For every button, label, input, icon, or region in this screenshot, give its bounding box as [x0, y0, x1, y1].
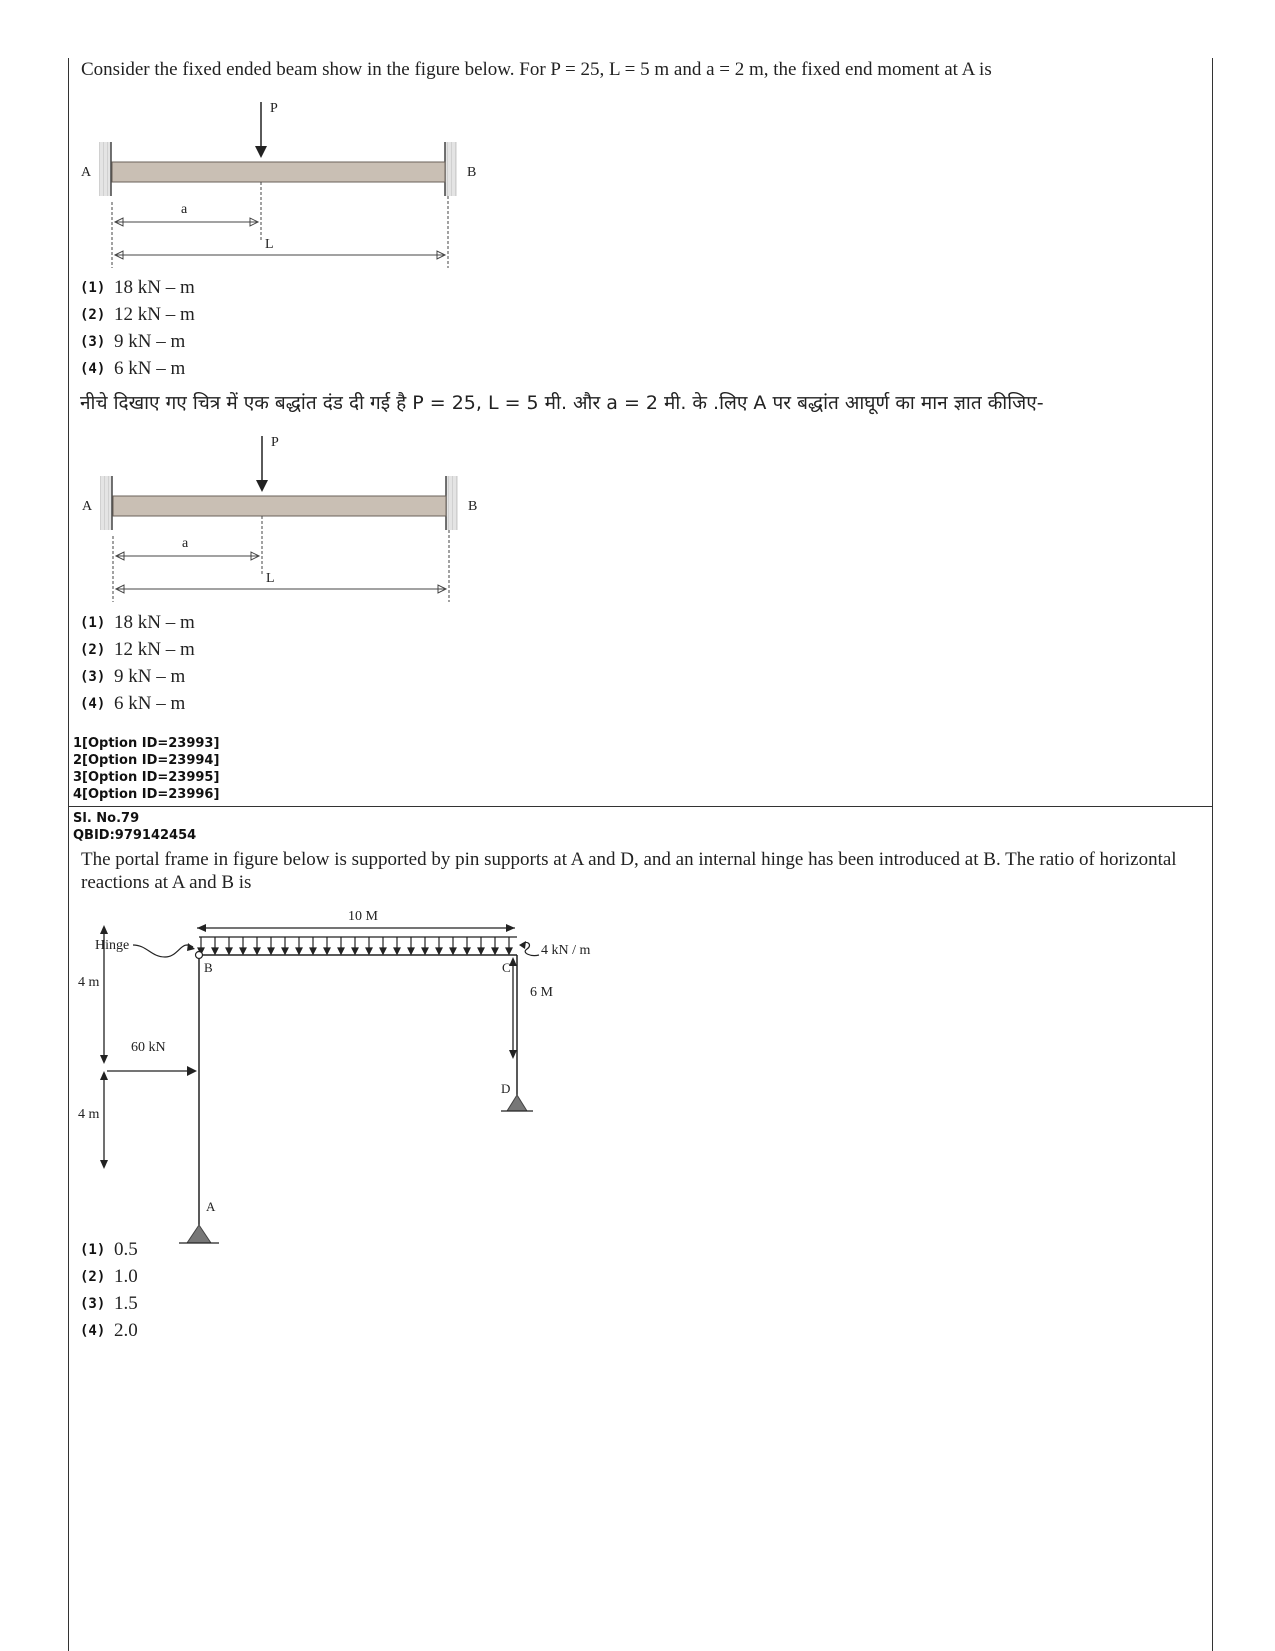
option-number: (1) — [80, 614, 106, 631]
fixed-beam-figure-en — [75, 90, 495, 275]
option-number: (3) — [80, 668, 106, 685]
option-1[interactable] — [80, 609, 195, 636]
fixed-beam-figure-hi — [76, 424, 496, 609]
pin-support-d — [507, 1095, 527, 1111]
option-2[interactable] — [80, 636, 195, 663]
end-label-b: B — [467, 165, 477, 180]
option-id-2: 2[Option ID=23994] — [73, 753, 220, 768]
dim-label-l: L — [266, 571, 275, 586]
option-number: (1) — [80, 279, 106, 296]
right-fixed-support — [446, 476, 458, 530]
option-id-4: 4[Option ID=23996] — [73, 787, 220, 802]
option-number: (4) — [80, 360, 106, 377]
pin-support-a — [187, 1225, 211, 1243]
load-arrow — [256, 480, 268, 492]
option-2[interactable] — [80, 1263, 138, 1290]
left-fixed-support — [99, 142, 111, 196]
option-number: (3) — [80, 1295, 106, 1312]
load-label-p: P — [271, 435, 279, 450]
right-fixed-support — [445, 142, 457, 196]
option-2[interactable] — [80, 301, 195, 328]
q1-options-en — [80, 274, 195, 382]
q1-english-text: Consider the fixed ended beam show in the figure below. For P = 25, L = 5 m and a = 2 m, the fixed end moment at A is — [81, 59, 992, 80]
end-label-a: A — [82, 499, 93, 514]
horizontal-load-arrow — [187, 1066, 197, 1076]
option-number: (4) — [80, 1322, 106, 1339]
q2-english-text: The portal frame in figure below is supported by pin supports at A and D, and an internal hinge has been introduced at B. The ratio of horizontal reactions at A and B is — [81, 849, 1177, 893]
option-id-3: 3[Option ID=23995] — [73, 770, 220, 785]
option-value: 18 kN – m — [114, 611, 195, 633]
q1-hindi-text: नीचे दिखाए गए चित्र में एक बद्धांत दंड दी गई है P = 25, L = 5 मी. और a = 2 मी. के .लिए A पर बद्धांत आघूर्ण का मान ज्ञात कीजिए- — [80, 392, 1044, 414]
right-border — [1212, 58, 1213, 1651]
node-a-label: A — [206, 1199, 216, 1214]
option-4[interactable] — [80, 1317, 138, 1344]
option-value: 1.0 — [114, 1265, 138, 1287]
option-value: 1.5 — [114, 1292, 138, 1314]
option-number: (1) — [80, 1241, 106, 1258]
option-1[interactable] — [80, 274, 195, 301]
option-4[interactable] — [80, 355, 195, 382]
option-value: 0.5 — [114, 1238, 138, 1260]
node-c-label: C — [502, 960, 511, 975]
option-value: 12 kN – m — [114, 638, 195, 660]
udl-label: 4 kN / m — [541, 943, 591, 958]
end-label-a: A — [81, 165, 92, 180]
option-3[interactable] — [80, 328, 195, 355]
height-label-lower: 4 m — [78, 1107, 100, 1122]
option-1[interactable] — [80, 1236, 138, 1263]
hinge-b — [196, 952, 203, 959]
dim-label-a: a — [182, 536, 189, 551]
option-value: 12 kN – m — [114, 303, 195, 325]
hinge-label: Hinge — [95, 938, 130, 953]
option-id-list — [73, 735, 219, 803]
beam — [113, 496, 446, 516]
option-number: (4) — [80, 695, 106, 712]
portal-frame-figure — [75, 895, 635, 1250]
node-b-label: B — [204, 960, 213, 975]
option-number: (2) — [80, 641, 106, 658]
question-bank-id: QBID:979142454 — [73, 828, 197, 843]
dim-label-a: a — [181, 202, 188, 217]
option-value: 9 kN – m — [114, 665, 186, 687]
hinge-pointer — [133, 945, 193, 957]
option-value: 2.0 — [114, 1319, 138, 1341]
question-meta — [73, 810, 196, 844]
q2-options — [80, 1236, 138, 1344]
span-label: 10 M — [348, 909, 378, 924]
option-value: 9 kN – m — [114, 330, 186, 352]
option-id-1: 1[Option ID=23993] — [73, 736, 220, 751]
beam — [112, 162, 445, 182]
node-d-label: D — [501, 1081, 511, 1096]
question-divider — [69, 806, 1213, 807]
dim-label-l: L — [265, 237, 274, 252]
q1-options-hi — [80, 609, 195, 717]
left-border — [68, 58, 69, 1651]
udl-arrows — [198, 937, 512, 954]
serial-number: Sl. No.79 — [73, 811, 140, 826]
end-label-b: B — [468, 499, 478, 514]
option-4[interactable] — [80, 690, 195, 717]
horizontal-load-label: 60 kN — [131, 1040, 166, 1055]
option-value: 6 kN – m — [114, 357, 186, 379]
height-label-upper: 4 m — [78, 975, 100, 990]
option-3[interactable] — [80, 663, 195, 690]
option-value: 18 kN – m — [114, 276, 195, 298]
option-value: 6 kN – m — [114, 692, 186, 714]
option-number: (3) — [80, 333, 106, 350]
load-arrow — [255, 146, 267, 158]
left-fixed-support — [100, 476, 112, 530]
height-label-right: 6 M — [530, 985, 553, 1000]
option-number: (2) — [80, 1268, 106, 1285]
option-number: (2) — [80, 306, 106, 323]
option-3[interactable] — [80, 1290, 138, 1317]
load-label-p: P — [270, 101, 278, 116]
